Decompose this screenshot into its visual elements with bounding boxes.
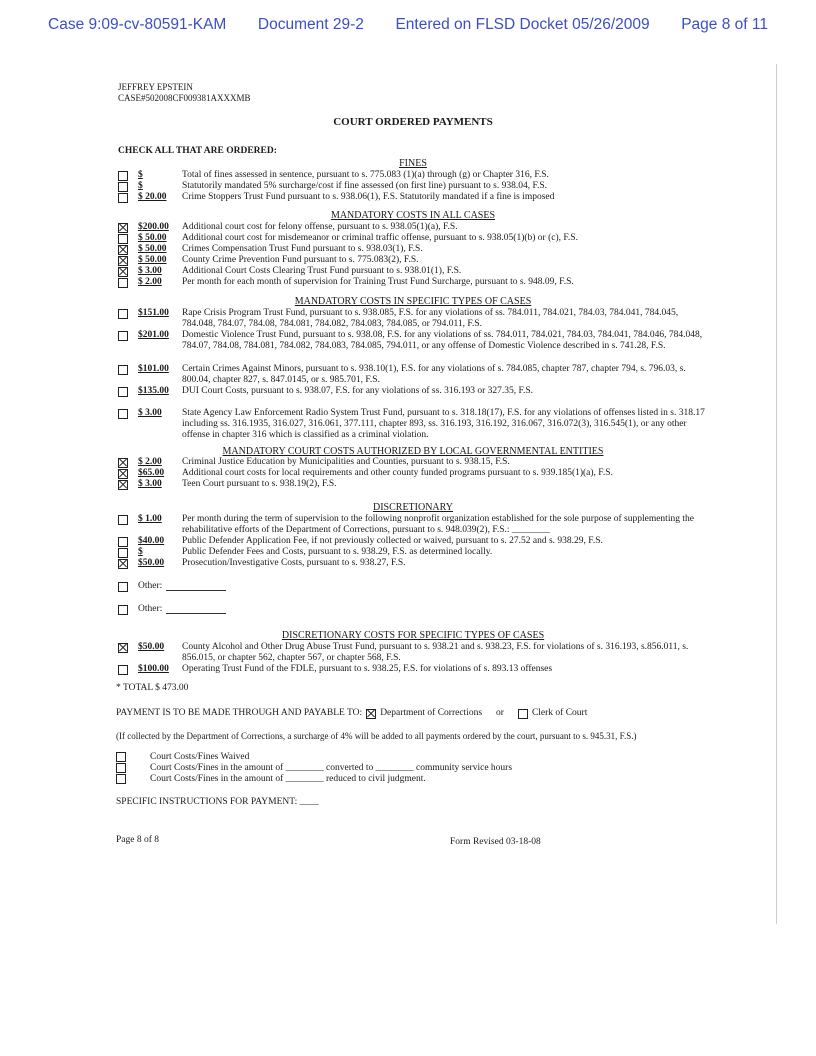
cost-item-row [118, 170, 708, 181]
cost-description: Crimes Compensation Trust Fund pursuant to s. 938.03(1), F.S. [182, 244, 423, 254]
cost-amount: $100.00 [138, 664, 169, 674]
cost-item-row [118, 547, 708, 558]
cost-description: County Crime Prevention Fund pursuant to s. 775.083(2), F.S. [182, 255, 419, 265]
cost-description: State Agency Law Enforcement Radio System Trust Fund, pursuant to s. 318.18(17), F.S. for any violations of offenses listed in s. 318.17 including ss. 316.1935, 316.027, 316.061, 377.111, chapter 893, ss. 316.193, 316.192, 316.067, 316.072(3), 316.545(1), or any other offense in chapter 316 which is classified as a criminal violation. [182, 408, 705, 440]
cost-description: Operating Trust Fund of the FDLE, pursuant to s. 938.25, F.S. for violations of s. 893.13 offenses [182, 664, 553, 674]
checkbox[interactable] [118, 605, 128, 615]
other-label: Other: [138, 581, 163, 591]
cost-description: Criminal Justice Education by Municipalities and Counties, pursuant to s. 938.15, F.S. [182, 457, 510, 467]
cost-item-row [118, 536, 708, 547]
checkbox-clerk[interactable] [518, 709, 528, 719]
total-amount: * TOTAL $ 473.00 [116, 683, 189, 693]
surcharge-note: (If collected by the Department of Corrections, a surcharge of 4% will be added to all payments ordered by the court, pursuant to s. 945.31, F.S.) [116, 731, 637, 741]
cost-description: Public Defender Application Fee, if not previously collected or waived, pursuant to s. 27.52 and s. 938.29, F.S. [182, 536, 603, 546]
cost-item-row [118, 558, 708, 569]
cost-amount: $50.00 [138, 558, 165, 568]
cost-item-row [118, 233, 708, 244]
cost-item-row [118, 330, 708, 352]
cost-amount: $ 1.00 [138, 514, 162, 524]
cost-description: Total of fines assessed in sentence, pursuant to s. 775.083 (1)(a) through (g) or Chapter 316, F.S. [182, 170, 549, 180]
cost-amount: $ 20.00 [138, 192, 167, 202]
checkbox[interactable] [118, 278, 128, 288]
cost-description: DUI Court Costs, pursuant to s. 938.07, F.S. for any violations of ss. 316.193 or 327.35, F.S. [182, 386, 534, 396]
cost-item-row [118, 408, 708, 441]
page-title: COURT ORDERED PAYMENTS [333, 116, 493, 128]
cost-description: County Alcohol and Other Drug Abuse Trust Fund, pursuant to s. 938.21 and s. 938.23, F.S. for violations of s. 316.193, s.856.011, s. 856.015, or chapter 562, chapter 567, or chapter 568, F.S. [182, 642, 689, 663]
local-heading: MANDATORY COURT COSTS AUTHORIZED BY LOCAL GOVERNMENTAL ENTITIES [222, 446, 604, 457]
cost-description: Per month for each month of supervision for Training Trust Fund Surcharge, pursuant to s. 948.09, F.S. [182, 277, 574, 287]
cost-description: Statutorily mandated 5% surcharge/cost if fine assessed (on first line) pursuant to s. 938.04, F.S. [182, 181, 548, 191]
checkbox-department[interactable] [366, 709, 376, 719]
checkbox[interactable] [118, 365, 128, 375]
checkbox[interactable] [118, 245, 128, 255]
checkbox[interactable] [118, 480, 128, 490]
cost-description: Domestic Violence Trust Fund, pursuant to s. 938.08, F.S. for any violations of ss. 784.011, 784.021, 784.03, 784.041, 784.046, 784.048, 784.07, 784.08, 784.081, 784.082, 784.083, 784.085, 794.011, or any offense of Domestic Violence described in s. 741.28, F.S. [182, 330, 703, 351]
blank-line [166, 604, 226, 614]
scan-edge-line [776, 64, 777, 924]
checkbox[interactable] [118, 256, 128, 266]
fines-heading: FINES [399, 158, 427, 169]
checkbox[interactable] [116, 752, 126, 762]
payment-option-department: Department of Corrections [380, 708, 483, 718]
footer-page: Page 8 of 8 [116, 835, 160, 845]
case-number-header: Case 9:09-cv-80591-KAM [48, 16, 227, 33]
waiver-text: Court Costs/Fines Waived [150, 752, 250, 762]
checkbox[interactable] [118, 223, 128, 233]
waiver-text: Court Costs/Fines in the amount of ________ converted to ________ community service hours [150, 763, 513, 773]
discretionary-heading: DISCRETIONARY [372, 502, 453, 513]
case-number: CASE#502008CF009381AXXXMB [118, 93, 251, 103]
cost-item-row [118, 514, 708, 536]
checkbox[interactable] [118, 409, 128, 419]
cost-amount: $135.00 [138, 386, 169, 396]
cost-description: Additional court cost for felony offense, pursuant to s. 938.05(1)(a), F.S. [182, 222, 458, 232]
payment-label: PAYMENT IS TO BE MADE THROUGH AND PAYABLE TO: [116, 708, 363, 718]
cost-amount: $101.00 [138, 364, 169, 374]
checkbox[interactable] [118, 548, 128, 558]
cost-item-row [118, 266, 708, 277]
cost-amount: $ 50.00 [138, 255, 167, 265]
check-all-label: CHECK ALL THAT ARE ORDERED: [118, 146, 277, 156]
cost-description: Additional Court Costs Clearing Trust Fund pursuant to s. 938.01(1), F.S. [182, 266, 462, 276]
cost-description: Additional court cost for misdemeanor or criminal traffic offense, pursuant to s. 938.05(1)(b) or (c), F.S. [182, 233, 578, 243]
blank-line [166, 581, 226, 591]
cost-amount: $50.00 [138, 642, 165, 652]
cost-amount: $ [138, 547, 143, 557]
cost-description: Additional court costs for local requirements and other county funded programs pursuant to s. 939.185(1)(a), F.S. [182, 468, 613, 478]
cost-item-row [118, 277, 708, 288]
cost-amount: $ 3.00 [138, 479, 162, 489]
cost-amount: $ 2.00 [138, 277, 162, 287]
checkbox[interactable] [118, 234, 128, 244]
payment-line [116, 708, 716, 719]
cost-amount: $40.00 [138, 536, 165, 546]
cost-item-row [118, 308, 708, 330]
cost-item-row [118, 222, 708, 233]
cost-item-row [118, 244, 708, 255]
cost-item-row [118, 364, 708, 386]
defendant-name: JEFFREY EPSTEIN [118, 82, 193, 92]
checkbox[interactable] [118, 537, 128, 547]
cost-description: Certain Crimes Against Minors, pursuant to s. 938.10(1), F.S. for any violations of s. 784.085, chapter 787, chapter 794, s. 796.03, s. 800.04, chapter 827, s. 847.0145, or s. 985.701, F.S. [182, 364, 686, 385]
checkbox[interactable] [118, 267, 128, 277]
other-line-2 [118, 604, 708, 615]
cost-item-row [118, 457, 708, 468]
cost-description: Teen Court pursuant to s. 938.19(2), F.S. [182, 479, 337, 489]
mandatory-specific-heading: MANDATORY COSTS IN SPECIFIC TYPES OF CASES [294, 296, 532, 307]
cost-item-row [118, 479, 708, 490]
docket-entry-header: Entered on FLSD Docket 05/26/2009 [395, 16, 650, 33]
cost-amount: $ 3.00 [138, 266, 162, 276]
checkbox[interactable] [116, 763, 126, 773]
cost-amount: $200.00 [138, 222, 169, 232]
footer-form-revised: Form Revised 03-18-08 [450, 837, 541, 847]
cost-item-row [118, 468, 708, 479]
cost-item-row [118, 192, 708, 203]
waiver-text: Court Costs/Fines in the amount of ________ reduced to civil judgment. [150, 774, 426, 784]
cost-amount: $ [138, 170, 143, 180]
cost-amount: $151.00 [138, 308, 169, 318]
cost-amount: $ 50.00 [138, 244, 167, 254]
payment-or: or [496, 708, 504, 718]
checkbox[interactable] [118, 458, 128, 468]
checkbox[interactable] [118, 171, 128, 181]
cost-amount: $65.00 [138, 468, 165, 478]
checkbox[interactable] [118, 193, 128, 203]
specific-instructions: SPECIFIC INSTRUCTIONS FOR PAYMENT: ____ [116, 797, 319, 807]
cost-item-row [118, 664, 708, 675]
cost-description: Public Defender Fees and Costs, pursuant to s. 938.29, F.S. as determined locally. [182, 547, 493, 557]
cost-amount: $201.00 [138, 330, 169, 340]
waiver-list [116, 752, 716, 785]
cost-amount: $ 2.00 [138, 457, 162, 467]
cost-item-row [118, 255, 708, 266]
checkbox[interactable] [118, 182, 128, 192]
checkbox[interactable] [118, 387, 128, 397]
page-number-header: Page 8 of 11 [681, 16, 768, 33]
cost-description: Rape Crisis Program Trust Fund, pursuant to s. 938.085, F.S. for any violations of ss. 784.011, 784.021, 784.03, 784.041, 784.045, 784.048, 784.07, 784.08, 784.081, 784.082, 784.083, 784.085, or 794.011, F.S. [182, 308, 679, 329]
cost-description: Prosecution/Investigative Costs, pursuant to s. 938.27, F.S. [182, 558, 406, 568]
discretionary-specific-heading: DISCRETIONARY COSTS FOR SPECIFIC TYPES OF CASES [281, 630, 545, 641]
cost-amount: $ [138, 181, 143, 191]
cost-description: Crime Stoppers Trust Fund pursuant to s. 938.06(1), F.S. Statutorily mandated if a fine is imposed [182, 192, 555, 202]
cost-item-row [118, 386, 708, 397]
cost-amount: $ 3.00 [138, 408, 162, 418]
other-line-1 [118, 581, 708, 592]
checkbox[interactable] [116, 774, 126, 784]
cost-description: Per month during the term of supervision to the following nonprofit organization established for the sole purpose of supplementing the rehabilitative efforts of the Department of Corrections, pursuant to s. 948.039(2), F.S.: ________ [182, 514, 694, 535]
checkbox[interactable] [118, 582, 128, 592]
cost-amount: $ 50.00 [138, 233, 167, 243]
mandatory-all-heading: MANDATORY COSTS IN ALL CASES [330, 210, 496, 221]
checkbox[interactable] [118, 309, 128, 319]
checkbox[interactable] [118, 515, 128, 525]
checkbox[interactable] [118, 665, 128, 675]
other-label: Other: [138, 604, 163, 614]
checkbox[interactable] [118, 559, 128, 569]
docket-header [48, 16, 768, 34]
cost-item-row [118, 181, 708, 192]
document-number-header: Document 29-2 [257, 16, 364, 33]
cost-item-row [118, 642, 708, 664]
checkbox[interactable] [118, 331, 128, 341]
checkbox[interactable] [118, 643, 128, 653]
payment-option-clerk: Clerk of Court [531, 708, 588, 718]
checkbox[interactable] [118, 469, 128, 479]
